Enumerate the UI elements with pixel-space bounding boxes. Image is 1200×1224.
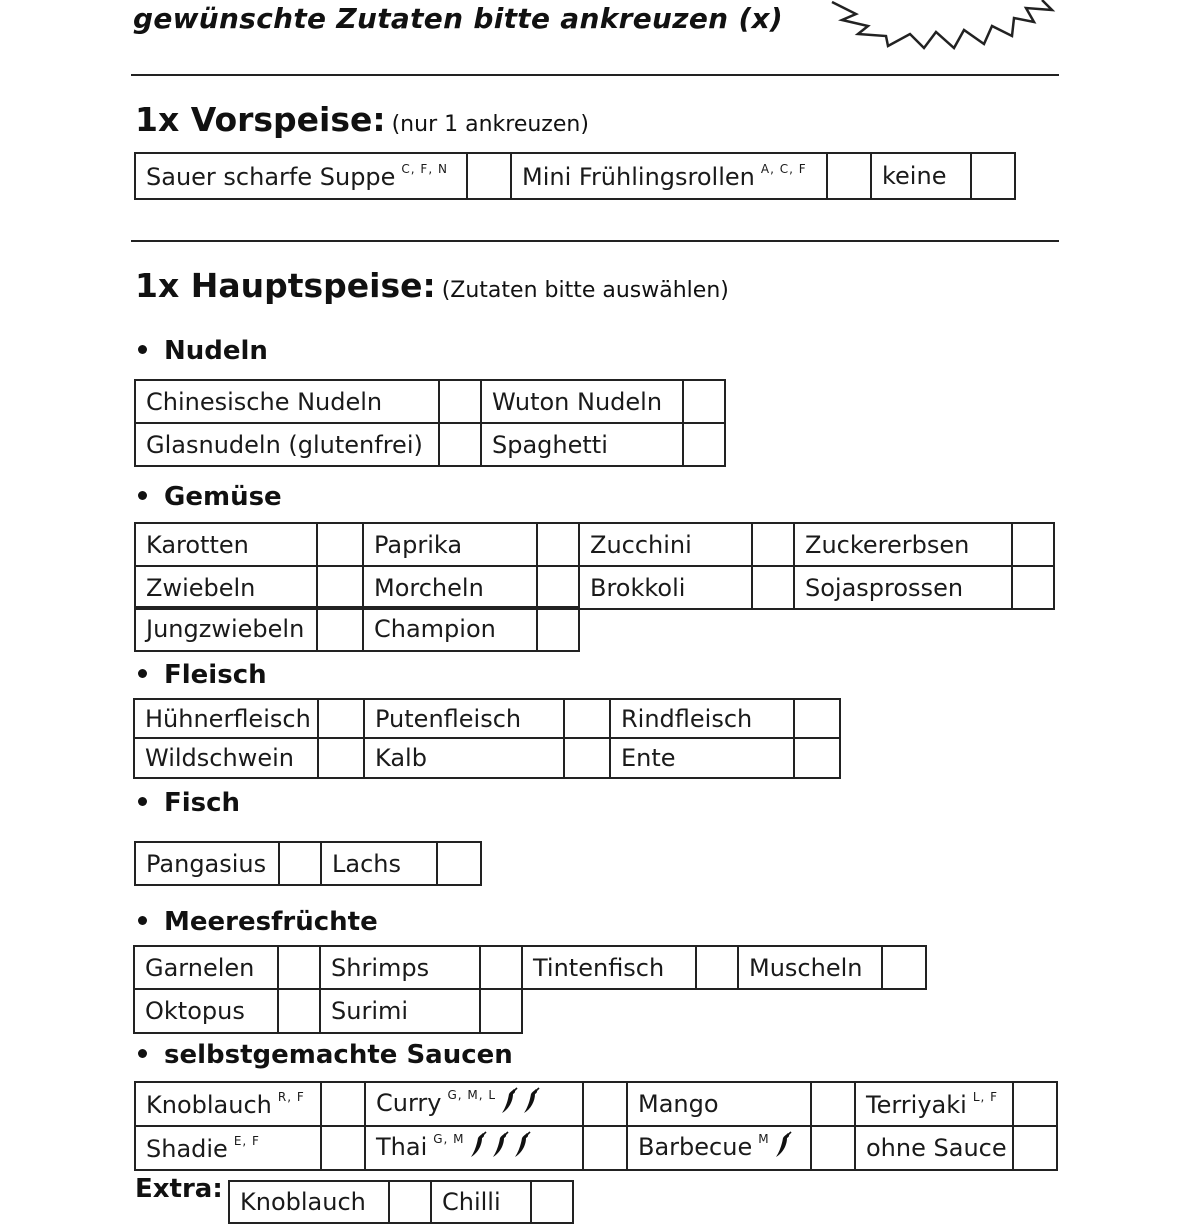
checkbox[interactable] (321, 1082, 365, 1126)
option-label: Zucchini (579, 523, 752, 566)
gemuese-table-row3 (134, 606, 580, 652)
option-label: Sojasprossen (794, 566, 1012, 609)
checkbox[interactable] (827, 153, 871, 199)
checkbox[interactable] (279, 842, 321, 885)
vorspeise-table (134, 152, 1016, 200)
option-label: Karotten (135, 523, 317, 566)
option-label: keine (871, 153, 971, 199)
option-label: Thai $^{G, M}$ (365, 1126, 583, 1170)
option-label: Ente (610, 738, 794, 778)
checkbox[interactable] (1012, 566, 1054, 609)
option-label: Wildschwein (134, 738, 318, 778)
option-label: Hühnerfleisch (134, 699, 318, 738)
checkbox[interactable] (318, 699, 364, 738)
checkbox[interactable] (317, 566, 363, 609)
option-label: Tintenfisch (522, 946, 696, 989)
option-label: Sauer scharfe Suppe $^{C, F, N}$ (135, 153, 467, 199)
checkbox[interactable] (389, 1181, 431, 1223)
extra-title: Extra: (135, 1174, 223, 1204)
checkbox[interactable] (1012, 523, 1054, 566)
option-label: Knoblauch (229, 1181, 389, 1223)
option-label: Champion (363, 607, 537, 651)
checkbox[interactable] (752, 566, 794, 609)
chili-icon (500, 1087, 518, 1121)
section-vorspeise (135, 100, 589, 139)
checkbox[interactable] (752, 523, 794, 566)
gemuese-table (134, 522, 1055, 610)
checkbox[interactable] (882, 946, 926, 989)
meeresfruechte-table (133, 945, 927, 990)
meeresfruechte-table-row2 (133, 988, 523, 1034)
checkbox[interactable] (971, 153, 1015, 199)
option-label: Morcheln (363, 566, 537, 609)
checkbox[interactable] (683, 380, 725, 423)
checkbox[interactable] (683, 423, 725, 466)
section-subtitle: (nur 1 ankreuzen) (391, 112, 589, 137)
fleisch-table (133, 698, 841, 779)
chili-icon (522, 1087, 540, 1121)
chili-icon (774, 1131, 792, 1165)
option-label: Barbecue $^M$ (627, 1126, 811, 1170)
category-nudeln: Nudeln (135, 336, 268, 366)
category-gemuese: Gemüse (135, 482, 282, 512)
section-hauptspeise (135, 266, 729, 305)
option-label: Mango (627, 1082, 811, 1126)
option-label: ohne Sauce (855, 1126, 1013, 1170)
checkbox[interactable] (537, 566, 579, 609)
checkbox[interactable] (583, 1126, 627, 1170)
section-title: 1x Vorspeise: (135, 100, 386, 139)
checkbox[interactable] (794, 699, 840, 738)
option-label: Knoblauch $^{R, F}$ (135, 1082, 321, 1126)
checkbox[interactable] (564, 699, 610, 738)
checkbox[interactable] (467, 153, 511, 199)
option-label: Lachs (321, 842, 437, 885)
checkbox[interactable] (439, 380, 481, 423)
checkbox[interactable] (537, 607, 579, 651)
section-title: 1x Hauptspeise: (135, 266, 436, 305)
nudeln-table (134, 379, 726, 467)
checkbox[interactable] (278, 946, 320, 989)
checkbox[interactable] (794, 738, 840, 778)
category-fisch: Fisch (135, 788, 240, 818)
option-label: Paprika (363, 523, 537, 566)
option-label: Surimi (320, 989, 480, 1033)
checkbox[interactable] (1013, 1126, 1057, 1170)
option-label: Kalb (364, 738, 564, 778)
option-label: Curry $^{G, M, L}$ (365, 1082, 583, 1126)
option-label: Brokkoli (579, 566, 752, 609)
option-label: Chilli (431, 1181, 531, 1223)
option-label: Shadie $^{E, F}$ (135, 1126, 321, 1170)
checkbox[interactable] (537, 523, 579, 566)
option-label: Jungzwiebeln (135, 607, 317, 651)
divider (131, 74, 1059, 76)
category-meeresfruechte: Meeresfrüchte (135, 907, 378, 937)
chili-icon (491, 1131, 509, 1165)
option-label: Oktopus (134, 989, 278, 1033)
checkbox[interactable] (1013, 1082, 1057, 1126)
option-label: Garnelen (134, 946, 278, 989)
section-subtitle: (Zutaten bitte auswählen) (441, 278, 729, 303)
checkbox[interactable] (439, 423, 481, 466)
saucen-table (134, 1081, 1058, 1171)
option-label: Pangasius (135, 842, 279, 885)
option-label: Glasnudeln (glutenfrei) (135, 423, 439, 466)
checkbox[interactable] (317, 523, 363, 566)
option-label: Muscheln (738, 946, 882, 989)
checkbox[interactable] (696, 946, 738, 989)
option-label: Shrimps (320, 946, 480, 989)
checkbox[interactable] (564, 738, 610, 778)
option-label: Rindfleisch (610, 699, 794, 738)
option-label: Chinesische Nudeln (135, 380, 439, 423)
category-fleisch: Fleisch (135, 660, 267, 690)
checkbox[interactable] (531, 1181, 573, 1223)
divider (131, 240, 1059, 242)
checkbox[interactable] (583, 1082, 627, 1126)
form-instruction: gewünschte Zutaten bitte ankreuzen (x) (133, 2, 784, 35)
checkbox[interactable] (321, 1126, 365, 1170)
checkbox[interactable] (480, 946, 522, 989)
checkbox[interactable] (317, 607, 363, 651)
checkbox[interactable] (437, 842, 481, 885)
checkbox[interactable] (811, 1126, 855, 1170)
checkbox[interactable] (318, 738, 364, 778)
chili-icon (469, 1131, 487, 1165)
option-label: Zuckererbsen (794, 523, 1012, 566)
category-saucen: selbstgemachte Saucen (135, 1040, 513, 1070)
option-label: Wuton Nudeln (481, 380, 683, 423)
checkbox[interactable] (811, 1082, 855, 1126)
option-label: Zwiebeln (135, 566, 317, 609)
option-label: Terriyaki $^{L, F}$ (855, 1082, 1013, 1126)
checkbox[interactable] (278, 989, 320, 1033)
checkbox[interactable] (480, 989, 522, 1033)
option-label: Spaghetti (481, 423, 683, 466)
extra-table (228, 1180, 574, 1224)
chili-icon (513, 1131, 531, 1165)
fisch-table (134, 841, 482, 886)
option-label: Mini Frühlingsrollen $^{A, C, F}$ (511, 153, 827, 199)
option-label: Putenfleisch (364, 699, 564, 738)
starburst-badge (828, 0, 1068, 50)
